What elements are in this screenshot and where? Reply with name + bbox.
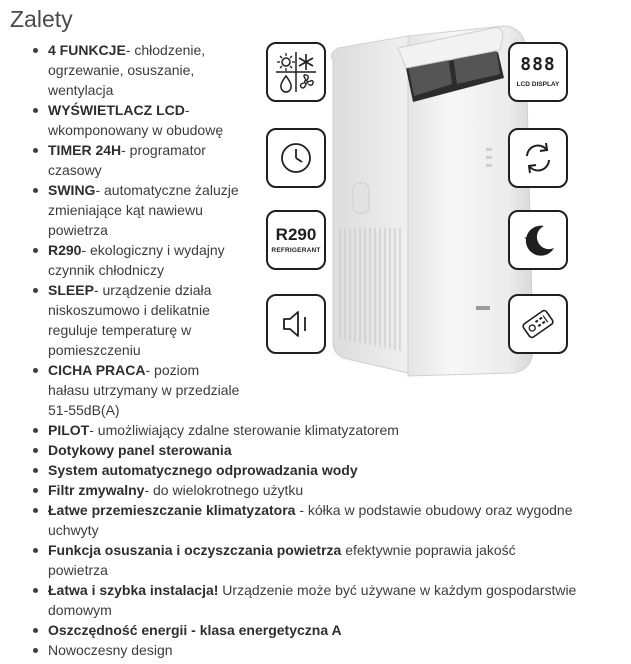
feature-name: Dotykowy panel sterowania bbox=[48, 442, 232, 458]
list-item bbox=[0, 540, 578, 580]
feature-desc: - do wielokrotnego użytku bbox=[144, 482, 304, 498]
feature-desc: - umożliwiający zdalne sterowanie klimatyzatorem bbox=[89, 422, 399, 438]
r290-refrigerant-icon bbox=[266, 210, 326, 270]
feature-name: 4 FUNKCJE bbox=[48, 42, 126, 58]
lcd-label: LCD DISPLAY bbox=[516, 81, 560, 88]
feature-desc: efektywnie poprawia jakość powietrza bbox=[48, 542, 516, 578]
list-item bbox=[0, 140, 243, 180]
refrigerant-label: REFRIGERANT bbox=[271, 247, 321, 254]
feature-name: SLEEP bbox=[48, 282, 94, 298]
list-item bbox=[0, 640, 578, 660]
feature-name: Łatwe przemieszczanie klimatyzatora bbox=[48, 502, 296, 518]
list-item bbox=[0, 240, 243, 280]
r290-label: R290 bbox=[275, 225, 317, 244]
feature-name: WYŚWIETLACZ LCD bbox=[48, 102, 185, 118]
feature-name: TIMER 24H bbox=[48, 142, 122, 158]
feature-desc: - wkomponowany w obudowę bbox=[48, 102, 224, 138]
feature-desc: Urządzenie może być używane w każdym gospodarstwie domowym bbox=[48, 582, 577, 618]
list-item bbox=[0, 420, 578, 440]
list-item bbox=[0, 460, 578, 480]
feature-desc: - urządzenie działa niskoszumowo i delikatnie reguluje temperaturę w pomieszczeniu bbox=[48, 282, 212, 358]
section-title: Zalety bbox=[10, 6, 73, 32]
remote-control-icon bbox=[508, 294, 568, 354]
list-item bbox=[0, 440, 578, 460]
feature-desc: - automatyczne żaluzje zmieniające kąt nawiewu powietrza bbox=[48, 182, 239, 238]
list-item bbox=[0, 480, 578, 500]
feature-name: PILOT bbox=[48, 422, 90, 438]
feature-desc: - kółka w podstawie obudowy oraz wygodne uchwyty bbox=[48, 502, 573, 538]
feature-name: CICHA PRACA bbox=[48, 362, 146, 378]
list-item bbox=[0, 100, 243, 140]
sleep-moon-icon bbox=[508, 210, 568, 270]
list-item bbox=[0, 500, 578, 540]
lcd-display-icon bbox=[508, 42, 568, 102]
feature-name: Oszczędność energii - klasa energetyczna A bbox=[48, 622, 342, 638]
feature-name: Łatwa i szybka instalacja! bbox=[48, 582, 219, 598]
list-item bbox=[0, 360, 243, 420]
feature-desc: - ekologiczny i wydajny czynnik chłodniczy bbox=[48, 242, 225, 278]
product-image bbox=[258, 18, 583, 393]
feature-desc: - poziom hałasu utrzymany w przedziale 51-55dB(A) bbox=[48, 362, 240, 418]
feature-name: Filtr zmywalny bbox=[48, 482, 145, 498]
timer-icon bbox=[266, 128, 326, 188]
list-item bbox=[0, 580, 578, 620]
list-item bbox=[0, 40, 243, 100]
list-item bbox=[0, 620, 578, 640]
swing-rotate-icon bbox=[508, 128, 568, 188]
list-item bbox=[0, 280, 243, 360]
feature-name: R290 bbox=[48, 242, 82, 258]
feature-name: SWING bbox=[48, 182, 96, 198]
feature-desc: - chłodzenie, ogrzewanie, osuszanie, wentylacja bbox=[48, 42, 206, 98]
feature-name: Funkcja osuszania i oczyszczania powietrza bbox=[48, 542, 342, 558]
lcd-digits: 888 bbox=[520, 54, 556, 75]
speaker-quiet-icon bbox=[266, 294, 326, 354]
feature-name: System automatycznego odprowadzania wody bbox=[48, 462, 358, 478]
modes-icon bbox=[266, 42, 326, 102]
feature-desc: Nowoczesny design bbox=[48, 642, 173, 658]
list-item bbox=[0, 180, 243, 240]
feature-desc: - programator czasowy bbox=[48, 142, 206, 178]
